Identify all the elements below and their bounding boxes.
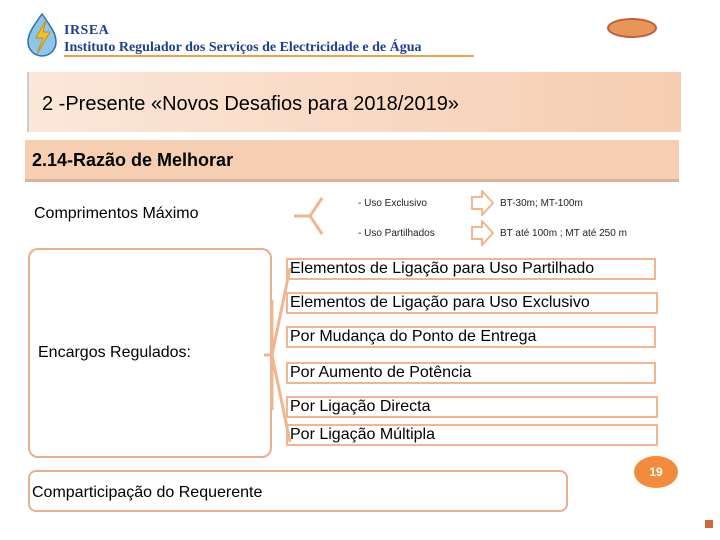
uso-partilhados-label: - Uso Partilhados	[358, 228, 435, 239]
logo-underline	[64, 55, 474, 57]
arrow-right-icon	[470, 190, 494, 216]
arrow-right-icon	[470, 220, 494, 246]
bracket-icon	[292, 196, 324, 236]
encargo-item: Por Aumento de Potência	[286, 362, 656, 384]
org-name: Instituto Regulador dos Serviços de Electricidade e de Água	[64, 40, 422, 55]
uso-exclusivo-label: - Uso Exclusivo	[358, 198, 427, 209]
org-abbrev: IRSEA	[64, 23, 110, 38]
uso-exclusivo-limit: BT-30m; MT-100m	[500, 198, 583, 209]
page-number-badge: 19	[634, 456, 678, 488]
encargo-item: Por Ligação Múltipla	[286, 424, 658, 446]
encargo-item: Elementos de Ligação para Uso Exclusivo	[286, 292, 658, 314]
comprimentos-label: Comprimentos Máximo	[34, 205, 199, 222]
encargos-label: Encargos Regulados:	[38, 344, 191, 361]
orange-oval-badge	[607, 18, 657, 38]
bracket-connector-icon	[262, 260, 292, 450]
encargo-item: Por Ligação Directa	[286, 396, 658, 418]
corner-decoration	[705, 520, 713, 528]
section-title: 2 -Presente «Novos Desafios para 2018/2019»	[42, 93, 459, 115]
comparticipacao-label: Comparticipação do Requerente	[32, 484, 263, 501]
encargo-item: Por Mudança do Ponto de Entrega	[286, 326, 656, 348]
uso-partilhados-limit: BT até 100m ; MT até 250 m	[500, 228, 627, 239]
subsection-title: 2.14-Razão de Melhorar	[32, 150, 234, 170]
irsea-logo-icon	[22, 12, 62, 58]
encargo-item: Elementos de Ligação para Uso Partilhado	[286, 258, 656, 280]
